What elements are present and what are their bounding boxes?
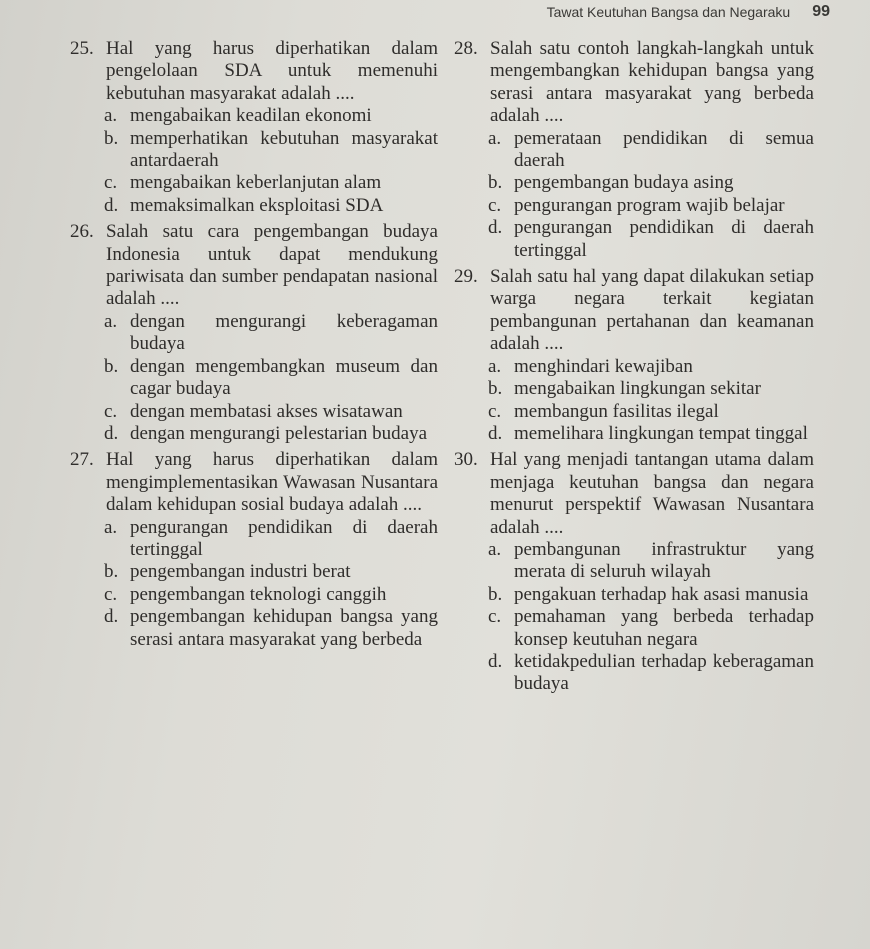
option-text: pengembangan teknologi canggih — [130, 583, 387, 605]
option-text: pemerataan pendidikan di semua daerah — [514, 127, 814, 172]
option-d — [454, 217, 814, 262]
option-a — [454, 539, 814, 584]
question-text: Salah satu contoh langkah-langkah untuk mengembangkan kehidupan bangsa yang serasi antara masyarakat yang berbeda adalah .... — [490, 38, 814, 127]
question-stem — [70, 449, 438, 516]
option-c — [454, 401, 814, 423]
option-text: pembangunan infrastruktur yang merata di seluruh wilayah — [514, 538, 814, 583]
option-text: dengan mengurangi keberagaman budaya — [130, 310, 438, 355]
option-letter: d. — [104, 194, 119, 216]
option-letter: a. — [104, 310, 118, 332]
option-letter: b. — [104, 127, 119, 149]
option-text: ketidakpedulian terhadap keberagaman budaya — [514, 650, 814, 695]
option-letter: b. — [104, 561, 119, 583]
option-letter: d. — [488, 217, 503, 239]
option-text: pengembangan kehidupan bangsa yang serasi antara masyarakat yang berbeda — [130, 606, 438, 650]
option-letter: a. — [104, 105, 118, 127]
option-text: mengabaikan keadilan ekonomi — [130, 105, 372, 127]
question-25 — [70, 38, 438, 217]
question-text: Hal yang harus diperhatikan dalam mengimplementasikan Wawasan Nusantara dalam kehidupan sosial budaya adalah .... — [106, 449, 438, 516]
option-letter: d. — [104, 606, 119, 628]
option-text: pengurangan pendidikan di daerah tertinggal — [130, 516, 438, 560]
question-stem — [70, 38, 438, 105]
option-letter: d. — [488, 422, 503, 444]
question-text: Hal yang harus diperhatikan dalam pengelolaan SDA untuk memenuhi kebutuhan masyarakat adalah .... — [106, 38, 438, 104]
option-b — [70, 561, 438, 583]
option-letter: b. — [488, 172, 503, 194]
running-title: Tawat Keutuhan Bangsa dan Negaraku — [546, 4, 791, 20]
option-letter: a. — [488, 355, 502, 377]
option-d — [70, 606, 438, 651]
option-a — [70, 105, 438, 127]
question-number: 27. — [70, 449, 94, 471]
page-header — [547, 0, 830, 24]
option-letter: b. — [104, 355, 119, 377]
option-letter: c. — [488, 606, 502, 628]
option-c — [454, 606, 814, 651]
option-text: mengabaikan keberlanjutan alam — [130, 172, 382, 194]
question-29 — [454, 266, 814, 445]
option-b — [454, 378, 814, 400]
option-letter: a. — [104, 516, 118, 538]
question-text: Hal yang menjadi tantangan utama dalam menjaga keutuhan bangsa dan negara menurut perspektif Wawasan Nusantara adalah .... — [490, 449, 814, 538]
option-c — [454, 195, 814, 217]
option-b — [454, 584, 814, 606]
question-number: 30. — [454, 449, 478, 471]
option-letter: a. — [488, 538, 502, 560]
option-letter: b. — [488, 583, 503, 605]
option-text: dengan membatasi akses wisatawan — [130, 400, 403, 422]
left-column — [70, 38, 438, 651]
option-text: mengabaikan lingkungan sekitar — [514, 378, 761, 400]
option-list — [454, 539, 814, 696]
question-text: Salah satu hal yang dapat dilakukan setiap warga negara terkait kegiatan pembangunan pertahanan dan keamanan adalah .... — [490, 266, 814, 355]
option-d — [454, 423, 814, 445]
option-text: pengembangan budaya asing — [514, 172, 734, 194]
option-letter: c. — [488, 400, 502, 422]
option-list — [70, 517, 438, 651]
option-text: pengurangan pendidikan di daerah tertinggal — [514, 217, 814, 261]
question-stem — [454, 449, 814, 539]
option-d — [454, 651, 814, 696]
option-b — [70, 356, 438, 401]
option-list — [454, 356, 814, 446]
option-a — [70, 311, 438, 356]
option-c — [70, 401, 438, 423]
option-text: menghindari kewajiban — [514, 355, 693, 377]
question-26 — [70, 221, 438, 445]
option-list — [70, 105, 438, 217]
option-text: dengan mengembangkan museum dan cagar budaya — [130, 355, 438, 400]
question-stem — [70, 221, 438, 311]
option-b — [454, 172, 814, 194]
question-number: 25. — [70, 38, 94, 59]
question-30 — [454, 449, 814, 695]
option-letter: c. — [488, 194, 502, 216]
question-number: 26. — [70, 221, 94, 243]
question-28 — [454, 38, 814, 262]
option-a — [454, 356, 814, 378]
option-text: memelihara lingkungan tempat tinggal — [514, 422, 808, 444]
option-letter: d. — [104, 422, 119, 444]
option-c — [70, 584, 438, 606]
option-list — [454, 128, 814, 262]
option-c — [70, 172, 438, 194]
right-column — [454, 38, 814, 696]
option-letter: a. — [488, 127, 502, 149]
page-number: 99 — [812, 3, 830, 20]
option-d — [70, 423, 438, 445]
option-a — [70, 517, 438, 562]
option-letter: c. — [104, 400, 118, 422]
option-text: pengembangan industri berat — [130, 561, 351, 583]
option-list — [70, 311, 438, 445]
option-letter: c. — [104, 583, 118, 605]
option-b — [70, 128, 438, 173]
option-a — [454, 128, 814, 173]
question-number: 28. — [454, 38, 478, 59]
question-27 — [70, 449, 438, 651]
question-number: 29. — [454, 266, 478, 288]
option-d — [70, 195, 438, 217]
option-text: pemahaman yang berbeda terhadap konsep keutuhan negara — [514, 606, 814, 650]
question-text: Salah satu cara pengembangan budaya Indonesia untuk dapat mendukung pariwisata dan sumber pendapatan nasional adalah .... — [106, 221, 438, 310]
option-letter: d. — [488, 650, 503, 672]
option-text: membangun fasilitas ilegal — [514, 400, 719, 422]
option-letter: b. — [488, 378, 503, 400]
option-text: memaksimalkan eksploitasi SDA — [130, 194, 384, 216]
question-stem — [454, 38, 814, 128]
option-text: memperhatikan kebutuhan masyarakat antardaerah — [130, 127, 438, 172]
option-text: pengurangan program wajib belajar — [514, 194, 785, 216]
option-letter: c. — [104, 172, 118, 194]
option-text: pengakuan terhadap hak asasi manusia — [514, 583, 809, 605]
option-text: dengan mengurangi pelestarian budaya — [130, 422, 428, 444]
question-stem — [454, 266, 814, 356]
